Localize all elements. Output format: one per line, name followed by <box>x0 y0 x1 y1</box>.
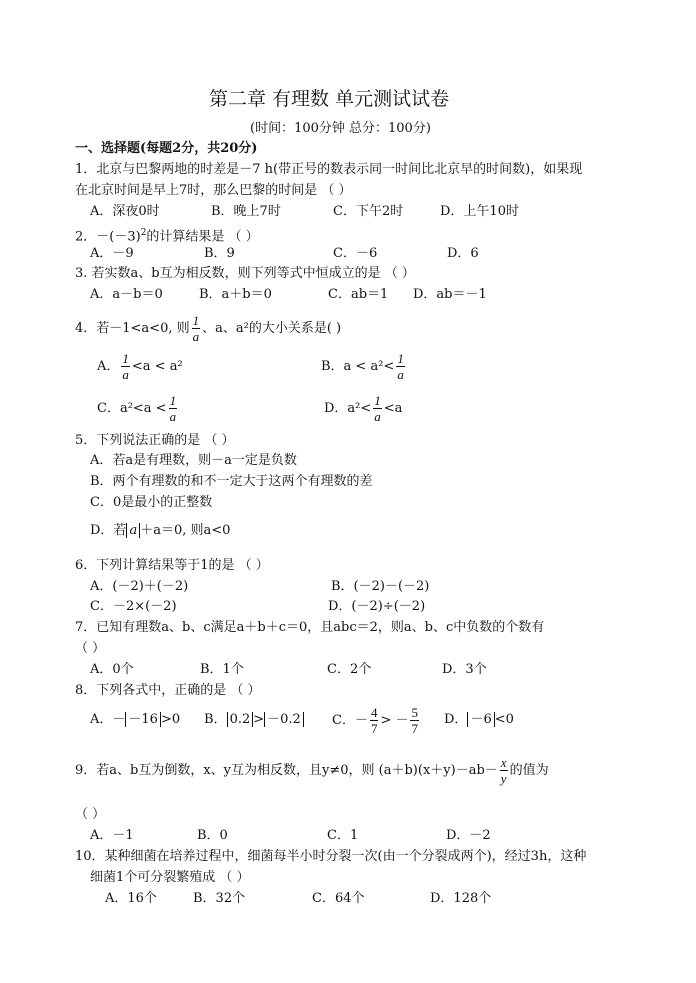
q9-line2: （ ） <box>75 807 106 822</box>
q1-line2: 在北京时间是早上7时，那么巴黎的时间是 （ ） <box>75 183 352 198</box>
q10-option-a: A．16个 <box>105 891 157 906</box>
q4-c-label: C．a²<a < <box>97 401 167 416</box>
q4-option-a <box>97 351 183 382</box>
q8-stem: 8．下列各式中，正确的是 （ ） <box>75 683 261 698</box>
q7-line2: （ ） <box>75 641 106 656</box>
q8-option-d <box>444 711 514 729</box>
absolute-value: －0.2 <box>264 712 304 727</box>
fraction-denominator: y <box>500 771 507 786</box>
q8-b-pre: B． <box>204 712 227 727</box>
fraction-denominator: a <box>169 409 177 424</box>
q9-stem-post: 的值为 <box>509 763 549 778</box>
q7-option-b: B．1个 <box>200 662 244 677</box>
q9-fraction <box>500 755 508 786</box>
page-title: 第二章 有理数 单元测试试卷 <box>209 88 450 110</box>
q10-option-d: D．128个 <box>430 891 492 906</box>
q4-option-b <box>321 351 407 382</box>
q1-option-c: C．下午2时 <box>333 204 404 219</box>
q4-a-post: <a < a² <box>131 359 183 374</box>
q6-option-c: C．－2×(－2) <box>90 599 177 614</box>
q2-option-c: C．－6 <box>333 246 378 261</box>
q8-c-fraction1 <box>370 705 379 736</box>
q6-option-a: A．(－2)＋(－2) <box>90 579 189 594</box>
q3-option-a: A．a－b＝0 <box>90 287 163 302</box>
absolute-value: －6 <box>467 712 494 727</box>
section-heading: 一、选择题(每题2分，共20分) <box>75 141 258 156</box>
q5-d-pre: D．若 <box>90 523 127 538</box>
fraction-numerator: 1 <box>192 313 200 328</box>
q5-option-a: A．若a是有理数，则－a一定是负数 <box>90 453 297 468</box>
q2-stem <box>75 224 259 246</box>
absolute-value: a <box>126 523 140 538</box>
q4-a-label: A． <box>97 359 120 374</box>
q4-stem-pre: 4．若－1<a<0, 则 <box>75 321 190 336</box>
q10-option-c: C．64个 <box>312 891 365 906</box>
q9-stem <box>75 755 549 786</box>
q8-d-pre: D． <box>444 712 468 727</box>
q4-option-c <box>97 393 179 424</box>
q10-line1: 10．某种细菌在培养过程中，细菌每半小时分裂一次(由一个分裂成两个)，经过3h，这种 <box>75 849 587 864</box>
q1-option-a: A．深夜0时 <box>90 204 160 219</box>
q5-option-c: C．0是最小的正整数 <box>90 495 213 510</box>
q6-option-b: B．(－2)－(－2) <box>331 579 430 594</box>
q10-line2: 细菌1个可分裂繁殖成 （ ） <box>90 870 250 885</box>
page-subtitle: (时间：100分钟 总分：100分) <box>250 121 431 136</box>
q5-stem: 5．下列说法正确的是 （ ） <box>75 433 235 448</box>
fraction-numerator: 1 <box>122 351 129 366</box>
q8-c-mid: > － <box>380 713 409 728</box>
q2-stem-post: 的计算结果是 （ ） <box>146 229 259 245</box>
absolute-value: －16 <box>125 712 161 727</box>
q2-option-a: A．－9 <box>90 246 134 261</box>
q3-stem: 3. 若实数a、b互为相反数，则下列等式中恒成立的是 （ ） <box>75 266 415 281</box>
q3-option-d: D．ab＝－1 <box>413 287 487 302</box>
fraction-numerator: 1 <box>374 393 381 408</box>
q9-option-c: C．1 <box>327 828 359 843</box>
q4-d-label: D．a²< <box>324 401 372 416</box>
q3-option-b: B．a＋b＝0 <box>199 287 272 302</box>
fraction-denominator: a <box>374 409 381 424</box>
q2-stem-pre: 2．－(－3) <box>75 229 141 245</box>
q4-d-post: <a <box>383 401 403 416</box>
q8-option-a <box>90 711 180 729</box>
fraction-numerator: 4 <box>370 705 378 720</box>
q8-option-c <box>332 705 421 736</box>
q5-option-b: B．两个有理数的和不一定大于这两个有理数的差 <box>90 474 373 489</box>
q4-stem-post: 、a、a²的大小关系是( ) <box>202 321 342 336</box>
fraction-numerator: 1 <box>169 393 177 408</box>
q9-option-b: B．0 <box>197 828 228 843</box>
q7-line1: 7．已知有理数a、b、c满足a＋b＋c＝0，且abc＝2，则a、b、c中负数的个数有 <box>75 620 545 635</box>
q5-d-post: ＋a＝0, 则a<0 <box>140 523 231 538</box>
q4-stem <box>75 313 341 344</box>
q1-option-d: D．上午10时 <box>440 204 519 219</box>
fraction-numerator: 1 <box>397 351 404 366</box>
q7-option-a: A．0个 <box>90 662 134 677</box>
q7-option-d: D．3个 <box>442 662 487 677</box>
q8-d-post: <0 <box>494 712 514 727</box>
absolute-value: 0.2 <box>227 712 254 727</box>
q4-option-d <box>324 393 402 424</box>
q7-option-c: C．2个 <box>327 662 372 677</box>
q2-option-d: D．6 <box>447 246 479 261</box>
q4-fraction <box>192 313 201 344</box>
fraction-numerator: x <box>500 755 507 770</box>
fraction-denominator: 7 <box>411 721 418 736</box>
q8-option-b <box>204 711 304 729</box>
q9-option-a: A．－1 <box>90 828 134 843</box>
q3-option-c: C．ab＝1 <box>328 287 389 302</box>
fraction-numerator: 5 <box>411 705 418 720</box>
q5-option-d <box>90 522 230 540</box>
q8-a-pre: A．－ <box>90 712 126 727</box>
fraction-denominator: a <box>192 329 200 344</box>
q4-b-label: B．a < a²< <box>321 359 395 374</box>
fraction-denominator: a <box>122 367 129 382</box>
q4-b-fraction <box>396 351 405 382</box>
q4-d-fraction <box>373 393 382 424</box>
q4-a-fraction <box>121 351 130 382</box>
q6-stem: 6．下列计算结果等于1的是 （ ） <box>75 558 269 573</box>
fraction-denominator: a <box>397 367 404 382</box>
q6-option-d: D．(－2)÷(－2) <box>328 599 426 614</box>
q8-c-pre: C．－ <box>332 713 368 728</box>
q8-c-fraction2 <box>410 705 419 736</box>
q1-option-b: B．晚上7时 <box>211 204 281 219</box>
q4-c-fraction <box>169 393 178 424</box>
q8-b-mid: > <box>253 712 265 727</box>
q9-stem-pre: 9．若a、b互为倒数，x、y互为相反数，且y≠0，则 (a＋b)(x＋y)－ab－ <box>75 763 498 778</box>
fraction-denominator: 7 <box>370 721 378 736</box>
q2-exponent: 2 <box>140 228 147 238</box>
q8-a-post: >0 <box>160 712 181 727</box>
q10-option-b: B．32个 <box>193 891 246 906</box>
q2-option-b: B．9 <box>204 246 235 261</box>
q1-line1: 1．北京与巴黎两地的时差是－7 h(带正号的数表示同一时间比北京早的时间数)，如果现 <box>75 162 583 177</box>
q9-option-d: D．－2 <box>446 828 491 843</box>
